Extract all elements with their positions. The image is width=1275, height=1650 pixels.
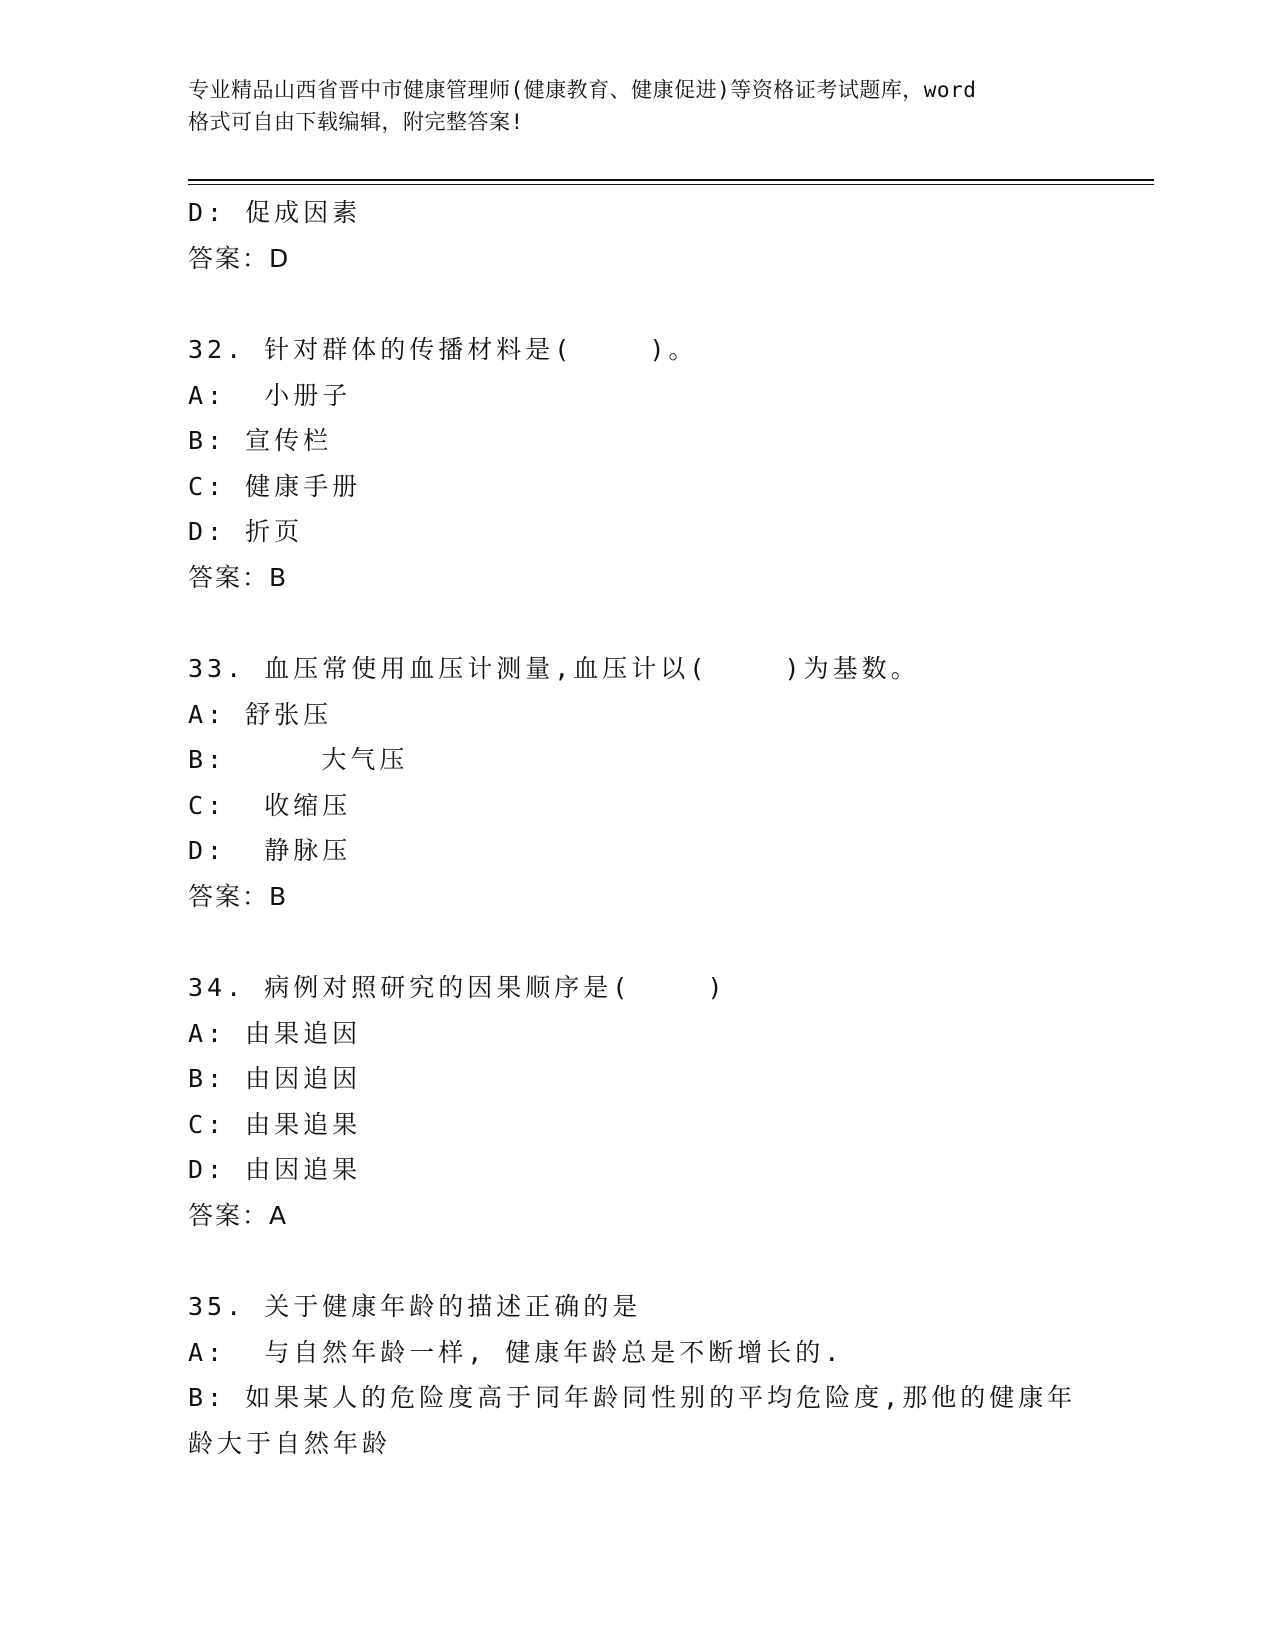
header-line-2: 格式可自由下载编辑，附完整答案! [188,110,524,134]
question-35-option-a: A: 与自然年龄一样, 健康年龄总是不断增长的. [188,1337,844,1367]
question-33-option-b: B: 大气压 [188,745,409,774]
question-32-option-b: B: 宣传栏 [188,426,333,455]
question-33-option-d: D: 静脉压 [188,836,352,865]
question-33-option-a: A: 舒张压 [188,699,333,729]
prev-option-d: D: 促成因素 [188,198,362,227]
spacer [188,600,1088,646]
header-divider-thick [188,179,1154,181]
question-34-option-a: A: 由果追因 [188,1018,362,1048]
spacer [188,281,1088,327]
header-line-1: 专业精品山西省晋中市健康管理师(健康教育、健康促进)等资格证考试题库，word [188,78,977,102]
question-32-option-c: C: 健康手册 [188,471,362,501]
question-35-option-b-continuation: 龄大于自然年龄 [188,1428,392,1458]
question-32-stem: 32. 针对群体的传播材料是( )。 [188,335,698,364]
question-32-option-d: D: 折页 [188,517,304,546]
question-35-option-b: B: 如果某人的危险度高于同年龄同性别的平均危险度,那他的健康年 [188,1383,1077,1412]
header-divider-thin [188,184,1154,185]
question-32-option-a: A: 小册子 [188,380,352,410]
question-34-answer: 答案：A [188,1200,289,1230]
question-33-option-c: C: 收缩压 [188,790,352,820]
question-34-option-b: B: 由因追因 [188,1064,362,1093]
document-header [188,74,1088,138]
question-content [188,190,1088,1466]
question-35-stem: 35. 关于健康年龄的描述正确的是 [188,1292,642,1321]
question-32-answer: 答案：B [188,562,289,592]
prev-answer: 答案：D [188,243,291,273]
spacer [188,1238,1088,1284]
question-34-stem: 34. 病例对照研究的因果顺序是( ) [188,973,727,1002]
question-34-option-d: D: 由因追果 [188,1155,362,1184]
spacer [188,919,1088,965]
question-33-answer: 答案：B [188,881,289,911]
question-34-option-c: C: 由果追果 [188,1109,362,1139]
question-33-stem: 33. 血压常使用血压计测量,血压计以( )为基数。 [188,654,920,683]
